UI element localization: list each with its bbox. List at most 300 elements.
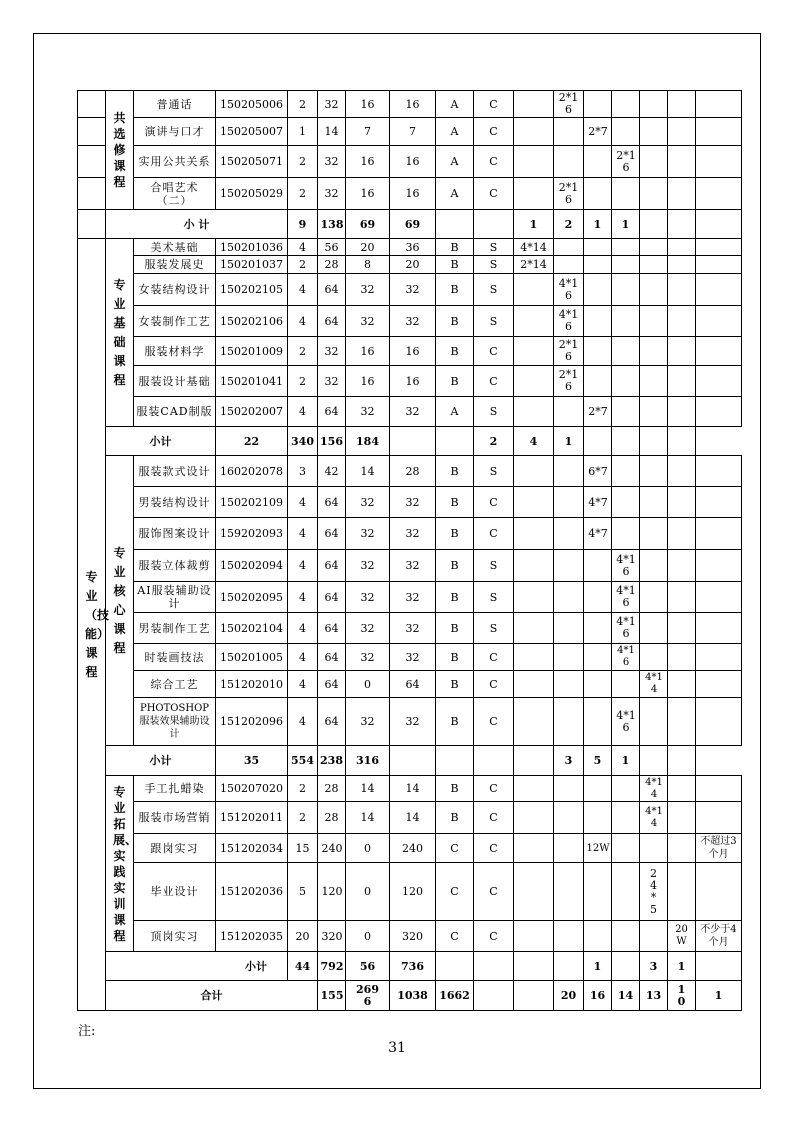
semester-4 bbox=[612, 337, 640, 366]
exam-type: C bbox=[474, 91, 514, 118]
semester-3 bbox=[584, 274, 612, 306]
subtotal-label: 小计 bbox=[106, 427, 216, 456]
grand-total-credit: 155 bbox=[318, 981, 346, 1011]
theory-hours: 0 bbox=[346, 834, 390, 863]
practice-hours: 20 bbox=[390, 256, 436, 274]
group-core: 专业核心课程 bbox=[106, 456, 134, 746]
table-row bbox=[78, 118, 742, 146]
semester-2 bbox=[554, 644, 584, 671]
semester-3: 2*7 bbox=[584, 118, 612, 146]
semester-3: 4*7 bbox=[584, 518, 612, 550]
semester-4 bbox=[612, 863, 640, 921]
semester-3 bbox=[584, 644, 612, 671]
exam-type: C bbox=[474, 863, 514, 921]
course-code: 150205006 bbox=[216, 91, 288, 118]
course-name: 女装制作工艺 bbox=[134, 306, 216, 337]
remark bbox=[696, 613, 742, 644]
practice-hours: 120 bbox=[390, 863, 436, 921]
total-hours: 64 bbox=[318, 306, 346, 337]
practice-hours: 32 bbox=[390, 644, 436, 671]
semester-3: 12W bbox=[584, 834, 612, 863]
semester-1 bbox=[514, 91, 554, 118]
remark bbox=[696, 698, 742, 746]
course-type: B bbox=[436, 239, 474, 256]
subtotal-practice: 316 bbox=[346, 746, 390, 776]
credit: 4 bbox=[288, 550, 318, 582]
table-row bbox=[78, 91, 742, 118]
practice-hours: 32 bbox=[390, 613, 436, 644]
semester-4 bbox=[612, 366, 640, 397]
credit: 4 bbox=[288, 306, 318, 337]
blank-cell bbox=[474, 210, 514, 239]
subtotal-semester-3: 1 bbox=[554, 427, 584, 456]
practice-hours: 16 bbox=[390, 146, 436, 178]
theory-hours: 8 bbox=[346, 256, 390, 274]
semester-2 bbox=[554, 518, 584, 550]
subtotal-semester-3: 1 bbox=[584, 210, 612, 239]
blank-cell bbox=[668, 746, 696, 776]
credit: 2 bbox=[288, 91, 318, 118]
remark bbox=[696, 256, 742, 274]
semester-5 bbox=[640, 456, 668, 487]
credit: 2 bbox=[288, 337, 318, 366]
blank-cell bbox=[436, 952, 474, 981]
course-type: B bbox=[436, 256, 474, 274]
total-hours: 64 bbox=[318, 613, 346, 644]
semester-1 bbox=[514, 306, 554, 337]
total-hours: 32 bbox=[318, 366, 346, 397]
semester-1: 2*14 bbox=[514, 256, 554, 274]
practice-hours: 32 bbox=[390, 698, 436, 746]
theory-hours: 16 bbox=[346, 366, 390, 397]
credit: 4 bbox=[288, 518, 318, 550]
practice-hours: 32 bbox=[390, 487, 436, 518]
semester-5 bbox=[640, 337, 668, 366]
semester-3 bbox=[584, 776, 612, 802]
course-name: 顶岗实习 bbox=[134, 921, 216, 952]
course-type: B bbox=[436, 613, 474, 644]
subtotal-semester-6: 1 bbox=[668, 952, 696, 981]
semester-1 bbox=[514, 487, 554, 518]
semester-2: 2*16 bbox=[554, 366, 584, 397]
subtotal-semester-1 bbox=[514, 952, 554, 981]
course-type: B bbox=[436, 337, 474, 366]
remark bbox=[696, 366, 742, 397]
table-row bbox=[78, 337, 742, 366]
remark bbox=[696, 487, 742, 518]
remark: 不超过3个月 bbox=[696, 834, 742, 863]
course-code: 150202095 bbox=[216, 582, 288, 613]
semester-2 bbox=[554, 146, 584, 178]
semester-2: 2*16 bbox=[554, 337, 584, 366]
semester-4 bbox=[612, 921, 640, 952]
subtotal-total: 138 bbox=[318, 210, 346, 239]
semester-5 bbox=[640, 644, 668, 671]
semester-6 bbox=[668, 146, 696, 178]
subtotal-semester-3: 1 bbox=[584, 952, 612, 981]
table-row bbox=[78, 550, 742, 582]
course-type: A bbox=[436, 118, 474, 146]
semester-5 bbox=[640, 397, 668, 427]
subtotal-semester-2: 2 bbox=[554, 210, 584, 239]
remark bbox=[696, 306, 742, 337]
semester-2 bbox=[554, 582, 584, 613]
semester-6 bbox=[668, 456, 696, 487]
semester-6 bbox=[668, 776, 696, 802]
course-code: 150205071 bbox=[216, 146, 288, 178]
total-hours: 32 bbox=[318, 91, 346, 118]
semester-4 bbox=[612, 178, 640, 210]
table-row bbox=[78, 776, 742, 802]
semester-5: 4*14 bbox=[640, 671, 668, 698]
remark bbox=[696, 863, 742, 921]
total-hours: 32 bbox=[318, 337, 346, 366]
table-row bbox=[78, 644, 742, 671]
total-hours: 64 bbox=[318, 518, 346, 550]
subtotal-semester-2 bbox=[554, 952, 584, 981]
practice-hours: 32 bbox=[390, 274, 436, 306]
subtotal-semester-4: 1 bbox=[612, 210, 640, 239]
course-type: A bbox=[436, 178, 474, 210]
practice-hours: 240 bbox=[390, 834, 436, 863]
course-type: C bbox=[436, 863, 474, 921]
semester-6 bbox=[668, 91, 696, 118]
semester-3: 4*7 bbox=[584, 487, 612, 518]
semester-4 bbox=[612, 306, 640, 337]
theory-hours: 16 bbox=[346, 337, 390, 366]
theory-hours: 32 bbox=[346, 487, 390, 518]
semester-2 bbox=[554, 397, 584, 427]
course-type: B bbox=[436, 698, 474, 746]
semester-1 bbox=[514, 644, 554, 671]
blank-cell bbox=[668, 427, 696, 456]
subtotal-row bbox=[78, 210, 742, 239]
semester-2 bbox=[554, 671, 584, 698]
remark bbox=[696, 802, 742, 834]
total-hours: 64 bbox=[318, 582, 346, 613]
course-type: B bbox=[436, 671, 474, 698]
semester-3 bbox=[584, 239, 612, 256]
table-row bbox=[78, 671, 742, 698]
blank-cell bbox=[474, 981, 514, 1011]
blank-cell bbox=[390, 746, 436, 776]
course-name: 综合工艺 bbox=[134, 671, 216, 698]
semester-6 bbox=[668, 337, 696, 366]
semester-5: 4*14 bbox=[640, 802, 668, 834]
table-row bbox=[78, 146, 742, 178]
grand-total-hours: 2696 bbox=[346, 981, 390, 1011]
semester-1 bbox=[514, 518, 554, 550]
course-code: 150201041 bbox=[216, 366, 288, 397]
semester-5 bbox=[640, 178, 668, 210]
semester-6 bbox=[668, 644, 696, 671]
semester-2: 2*16 bbox=[554, 178, 584, 210]
credit: 2 bbox=[288, 802, 318, 834]
practice-hours: 16 bbox=[390, 337, 436, 366]
semester-5 bbox=[640, 921, 668, 952]
subtotal-semester-4 bbox=[584, 427, 612, 456]
total-hours: 240 bbox=[318, 834, 346, 863]
semester-3 bbox=[584, 550, 612, 582]
course-code: 150202007 bbox=[216, 397, 288, 427]
exam-type: S bbox=[474, 306, 514, 337]
grand-total-semester-3: 14 bbox=[612, 981, 640, 1011]
blank-cell bbox=[436, 210, 474, 239]
blank-cell bbox=[474, 952, 514, 981]
semester-2: 4*16 bbox=[554, 274, 584, 306]
theory-hours: 7 bbox=[346, 118, 390, 146]
exam-type: C bbox=[474, 834, 514, 863]
semester-2 bbox=[554, 921, 584, 952]
exam-type: C bbox=[474, 776, 514, 802]
subtotal-semester-2 bbox=[514, 746, 554, 776]
semester-1 bbox=[514, 337, 554, 366]
table-row bbox=[78, 518, 742, 550]
semester-5 bbox=[640, 91, 668, 118]
course-code: 150202105 bbox=[216, 274, 288, 306]
theory-hours: 32 bbox=[346, 698, 390, 746]
grand-total-semester-6: 1 bbox=[696, 981, 742, 1011]
semester-2 bbox=[554, 118, 584, 146]
grand-total-row bbox=[78, 981, 742, 1011]
blank-cell bbox=[78, 178, 106, 210]
practice-hours: 32 bbox=[390, 550, 436, 582]
theory-hours: 14 bbox=[346, 776, 390, 802]
remark bbox=[696, 456, 742, 487]
practice-hours: 7 bbox=[390, 118, 436, 146]
semester-5 bbox=[640, 834, 668, 863]
subtotal-semester-5: 3 bbox=[640, 952, 668, 981]
exam-type: C bbox=[474, 337, 514, 366]
table-row bbox=[78, 613, 742, 644]
remark bbox=[696, 671, 742, 698]
semester-1 bbox=[514, 802, 554, 834]
semester-4: 4*16 bbox=[612, 582, 640, 613]
exam-type: C bbox=[474, 921, 514, 952]
course-name: 服装款式设计 bbox=[134, 456, 216, 487]
remark bbox=[696, 118, 742, 146]
semester-3 bbox=[584, 178, 612, 210]
subtotal-semester-5 bbox=[640, 210, 668, 239]
semester-4 bbox=[612, 274, 640, 306]
exam-type: C bbox=[474, 146, 514, 178]
semester-3 bbox=[584, 921, 612, 952]
blank-cell bbox=[514, 981, 554, 1011]
credit: 4 bbox=[288, 239, 318, 256]
semester-6 bbox=[668, 802, 696, 834]
semester-3: 2*7 bbox=[584, 397, 612, 427]
course-type: A bbox=[436, 146, 474, 178]
subtotal-semester-5: 1 bbox=[612, 746, 640, 776]
group-foundation: 专业基础课程 bbox=[106, 239, 134, 427]
table-row bbox=[78, 921, 742, 952]
table-row bbox=[78, 274, 742, 306]
semester-2: 2*16 bbox=[554, 91, 584, 118]
semester-6 bbox=[668, 239, 696, 256]
table-row bbox=[78, 366, 742, 397]
semester-3: 6*7 bbox=[584, 456, 612, 487]
semester-1 bbox=[514, 613, 554, 644]
semester-2 bbox=[554, 863, 584, 921]
theory-hours: 32 bbox=[346, 397, 390, 427]
theory-hours: 16 bbox=[346, 178, 390, 210]
semester-3 bbox=[584, 698, 612, 746]
subtotal-credit: 35 bbox=[216, 746, 288, 776]
semester-1 bbox=[514, 834, 554, 863]
remark bbox=[696, 644, 742, 671]
semester-6 bbox=[668, 178, 696, 210]
subtotal-theory: 238 bbox=[318, 746, 346, 776]
semester-2 bbox=[554, 776, 584, 802]
theory-hours: 32 bbox=[346, 274, 390, 306]
remark bbox=[696, 239, 742, 256]
exam-type: S bbox=[474, 456, 514, 487]
practice-hours: 32 bbox=[390, 518, 436, 550]
subtotal-label: 小计 bbox=[106, 746, 216, 776]
course-name: 服装发展史 bbox=[134, 256, 216, 274]
subtotal-semester-6 bbox=[640, 746, 668, 776]
semester-4 bbox=[612, 487, 640, 518]
course-name: 时装画技法 bbox=[134, 644, 216, 671]
semester-6: 20W bbox=[668, 921, 696, 952]
course-code: 151202011 bbox=[216, 802, 288, 834]
theory-hours: 0 bbox=[346, 671, 390, 698]
group-extension: 专业拓展、实践实训课程 bbox=[106, 776, 134, 952]
course-name: 手工扎蜡染 bbox=[134, 776, 216, 802]
table-row bbox=[78, 456, 742, 487]
practice-hours: 28 bbox=[390, 456, 436, 487]
subtotal-semester-6 bbox=[640, 427, 668, 456]
total-hours: 32 bbox=[318, 146, 346, 178]
remark bbox=[696, 582, 742, 613]
semester-1 bbox=[514, 671, 554, 698]
exam-type: C bbox=[474, 487, 514, 518]
theory-hours: 32 bbox=[346, 518, 390, 550]
course-name: 服装CAD制版 bbox=[134, 397, 216, 427]
theory-hours: 32 bbox=[346, 306, 390, 337]
practice-hours: 36 bbox=[390, 239, 436, 256]
exam-type: C bbox=[474, 802, 514, 834]
exam-type: C bbox=[474, 118, 514, 146]
semester-4 bbox=[612, 256, 640, 274]
subtotal-semester-6 bbox=[668, 210, 696, 239]
course-name: 男装结构设计 bbox=[134, 487, 216, 518]
semester-3 bbox=[584, 337, 612, 366]
semester-1 bbox=[514, 550, 554, 582]
credit: 3 bbox=[288, 456, 318, 487]
semester-4: 4*16 bbox=[612, 698, 640, 746]
semester-1 bbox=[514, 456, 554, 487]
semester-4: 4*16 bbox=[612, 644, 640, 671]
exam-type: S bbox=[474, 274, 514, 306]
subtotal-semester-1: 2 bbox=[474, 427, 514, 456]
course-code: 160202078 bbox=[216, 456, 288, 487]
semester-3 bbox=[584, 582, 612, 613]
exam-type: S bbox=[474, 582, 514, 613]
subtotal-row bbox=[78, 746, 742, 776]
remark bbox=[696, 337, 742, 366]
credit: 4 bbox=[288, 274, 318, 306]
semester-1 bbox=[514, 178, 554, 210]
course-type: B bbox=[436, 582, 474, 613]
semester-3 bbox=[584, 146, 612, 178]
theory-hours: 32 bbox=[346, 582, 390, 613]
semester-6 bbox=[668, 613, 696, 644]
course-type: B bbox=[436, 550, 474, 582]
exam-type: C bbox=[474, 671, 514, 698]
credit: 4 bbox=[288, 671, 318, 698]
subtotal-total: 554 bbox=[288, 746, 318, 776]
semester-2 bbox=[554, 487, 584, 518]
semester-6 bbox=[668, 274, 696, 306]
course-code: 150201036 bbox=[216, 239, 288, 256]
semester-2 bbox=[554, 456, 584, 487]
semester-2 bbox=[554, 834, 584, 863]
subtotal-theory: 69 bbox=[346, 210, 390, 239]
course-code: 150205029 bbox=[216, 178, 288, 210]
course-name: 美术基础 bbox=[134, 239, 216, 256]
semester-5 bbox=[640, 118, 668, 146]
subtotal-total: 340 bbox=[288, 427, 318, 456]
credit: 2 bbox=[288, 146, 318, 178]
semester-5 bbox=[640, 366, 668, 397]
total-hours: 120 bbox=[318, 863, 346, 921]
credit: 1 bbox=[288, 118, 318, 146]
exam-type: C bbox=[474, 644, 514, 671]
subtotal-credit: 22 bbox=[216, 427, 288, 456]
course-name: 演讲与口才 bbox=[134, 118, 216, 146]
semester-3 bbox=[584, 306, 612, 337]
remark bbox=[696, 397, 742, 427]
semester-1 bbox=[514, 274, 554, 306]
exam-type: S bbox=[474, 256, 514, 274]
subtotal-row bbox=[78, 952, 742, 981]
semester-4 bbox=[612, 397, 640, 427]
course-code: 151202035 bbox=[216, 921, 288, 952]
blank-cell bbox=[436, 746, 474, 776]
semester-1 bbox=[514, 776, 554, 802]
subtotal-semester-4 bbox=[612, 952, 640, 981]
semester-3 bbox=[584, 613, 612, 644]
credit: 4 bbox=[288, 613, 318, 644]
subtotal-semester-4: 5 bbox=[584, 746, 612, 776]
credit: 4 bbox=[288, 582, 318, 613]
theory-hours: 32 bbox=[346, 613, 390, 644]
total-hours: 64 bbox=[318, 487, 346, 518]
course-type: A bbox=[436, 91, 474, 118]
credit: 4 bbox=[288, 698, 318, 746]
course-name: 服饰图案设计 bbox=[134, 518, 216, 550]
grand-total-semester-4: 13 bbox=[640, 981, 668, 1011]
exam-type: S bbox=[474, 397, 514, 427]
exam-type: C bbox=[474, 698, 514, 746]
total-hours: 28 bbox=[318, 776, 346, 802]
page-number: 31 bbox=[388, 1040, 406, 1056]
course-name: 女装结构设计 bbox=[134, 274, 216, 306]
course-name: 实用公共关系 bbox=[134, 146, 216, 178]
semester-5 bbox=[640, 306, 668, 337]
course-name: 合唱艺术（二） bbox=[134, 178, 216, 210]
total-hours: 32 bbox=[318, 178, 346, 210]
semester-6 bbox=[668, 698, 696, 746]
semester-5 bbox=[640, 256, 668, 274]
remark bbox=[696, 178, 742, 210]
semester-5 bbox=[640, 518, 668, 550]
blank-cell bbox=[390, 427, 436, 456]
semester-5 bbox=[640, 550, 668, 582]
semester-6 bbox=[668, 256, 696, 274]
course-type: B bbox=[436, 306, 474, 337]
